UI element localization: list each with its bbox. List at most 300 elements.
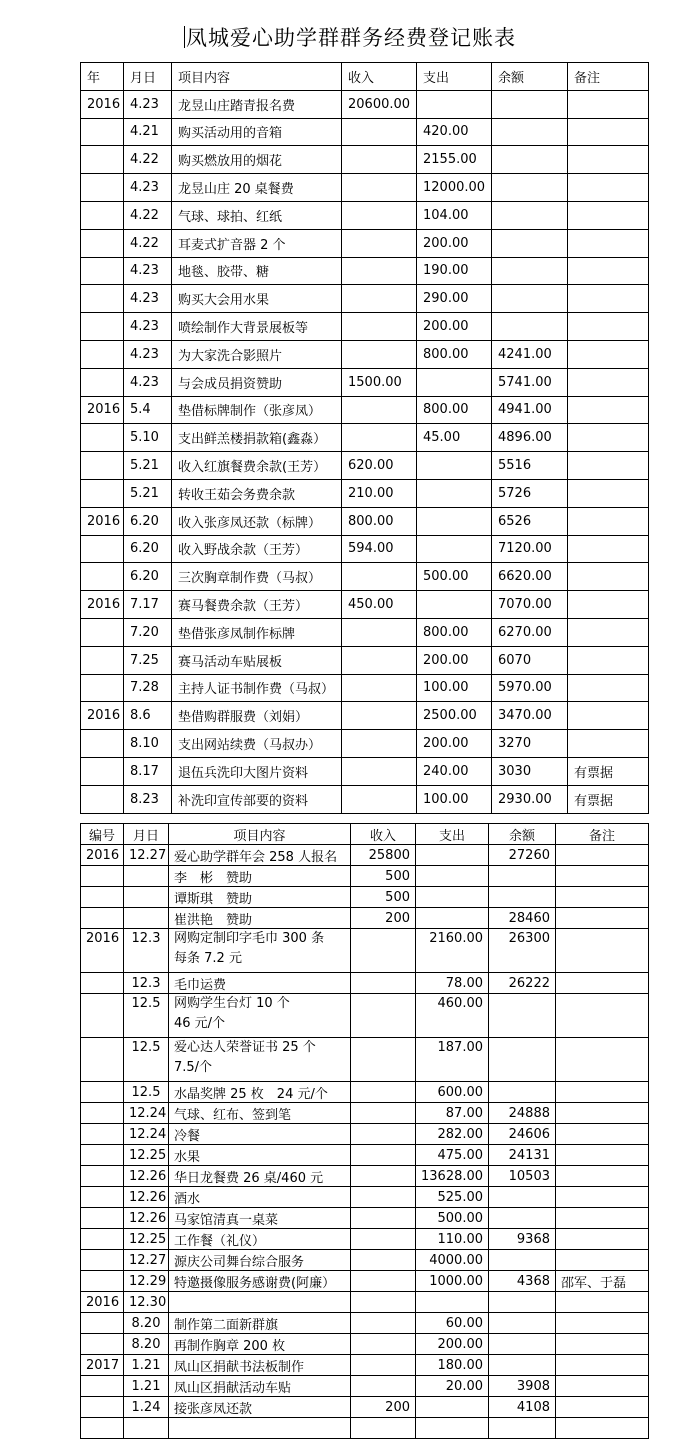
table-row	[81, 973, 649, 994]
cell-income	[351, 1376, 416, 1397]
cell-income: 200	[351, 908, 416, 929]
cell-date: 6.20	[124, 535, 172, 563]
table-row	[81, 118, 649, 146]
cell-balance: 5970.00	[492, 674, 568, 702]
cell-balance: 27260	[489, 845, 556, 866]
table-row	[81, 424, 649, 452]
cell-note	[568, 257, 649, 285]
cell-note	[568, 479, 649, 507]
table-header-row	[81, 824, 649, 845]
cell-date: 5.10	[124, 424, 172, 452]
cell-income	[351, 1250, 416, 1271]
table-row	[81, 866, 649, 887]
cell-date: 12.26	[124, 1166, 169, 1187]
cell-number	[81, 1418, 124, 1439]
cell-item: 龙昱山庄 20 桌餐费	[172, 174, 342, 202]
cell-note	[568, 563, 649, 591]
cell-expense: 2155.00	[417, 146, 492, 174]
cell-item: 赛马餐费余款（王芳）	[172, 591, 342, 619]
table-row	[81, 757, 649, 785]
table-row	[81, 563, 649, 591]
cell-note	[556, 1229, 649, 1250]
cell-income	[351, 929, 416, 973]
cell-balance	[489, 1250, 556, 1271]
cell-expense: 45.00	[417, 424, 492, 452]
table-row	[81, 452, 649, 480]
cell-income	[351, 1124, 416, 1145]
cell-date: 8.23	[124, 785, 172, 813]
table-row	[81, 674, 649, 702]
cell-year: 2016	[81, 396, 124, 424]
cell-balance	[492, 285, 568, 313]
cell-item: 马家馆清真一桌菜	[169, 1208, 351, 1229]
header-year: 年	[81, 63, 124, 91]
cell-expense: 12000.00	[417, 174, 492, 202]
cell-balance: 3470.00	[492, 702, 568, 730]
cell-date: 6.20	[124, 563, 172, 591]
table-row	[81, 1145, 649, 1166]
ledger-table-2016-annual-meeting	[80, 823, 649, 1439]
cell-balance	[489, 1187, 556, 1208]
cell-note	[568, 702, 649, 730]
header-date: 月日	[124, 63, 172, 91]
cell-income	[351, 1313, 416, 1334]
cell-expense	[416, 1292, 489, 1313]
cell-balance	[489, 866, 556, 887]
table-row	[81, 507, 649, 535]
cell-year	[81, 146, 124, 174]
cell-number	[81, 1397, 124, 1418]
cell-note	[556, 1166, 649, 1187]
table-row	[81, 730, 649, 758]
cell-expense: 500.00	[417, 563, 492, 591]
cell-item: 凤山区捐献书法板制作	[169, 1355, 351, 1376]
cell-note	[568, 452, 649, 480]
cell-date: 5.4	[124, 396, 172, 424]
cell-date: 8.10	[124, 730, 172, 758]
cell-item: 爱心达人荣誉证书 25 个 7.5/个	[169, 1038, 351, 1082]
cell-note	[556, 1397, 649, 1418]
cell-item: 主持人证书制作费（马叔）	[172, 674, 342, 702]
cell-item: 工作餐（礼仪）	[169, 1229, 351, 1250]
table-row	[81, 174, 649, 202]
cell-number	[81, 1208, 124, 1229]
table-row	[81, 285, 649, 313]
cell-number	[81, 1334, 124, 1355]
cell-number: 2016	[81, 1292, 124, 1313]
cell-number	[81, 887, 124, 908]
table-row	[81, 702, 649, 730]
cell-balance	[492, 257, 568, 285]
cell-balance	[492, 229, 568, 257]
cell-date: 6.20	[124, 507, 172, 535]
cell-number	[81, 1145, 124, 1166]
table-row	[81, 1038, 649, 1082]
cell-year	[81, 118, 124, 146]
cell-item: 退伍兵洗印大图片资料	[172, 757, 342, 785]
table-row	[81, 1418, 649, 1439]
cell-note	[556, 1418, 649, 1439]
cell-year	[81, 201, 124, 229]
cell-expense: 800.00	[417, 396, 492, 424]
cell-item: 为大家洗合影照片	[172, 340, 342, 368]
cell-income	[351, 1166, 416, 1187]
cell-note	[568, 368, 649, 396]
cell-date: 12.24	[124, 1124, 169, 1145]
cell-note	[556, 929, 649, 973]
cell-date	[124, 887, 169, 908]
cell-income: 594.00	[342, 535, 417, 563]
cell-note	[568, 424, 649, 452]
cell-date: 12.29	[124, 1271, 169, 1292]
table-row	[81, 1166, 649, 1187]
cell-income: 1500.00	[342, 368, 417, 396]
cell-balance	[492, 313, 568, 341]
cell-item: 水果	[169, 1145, 351, 1166]
cell-expense	[416, 1418, 489, 1439]
cell-balance: 5741.00	[492, 368, 568, 396]
cell-year	[81, 674, 124, 702]
cell-balance	[489, 1038, 556, 1082]
cell-item: 收入张彦凤还款（标牌）	[172, 507, 342, 535]
header-expense: 支出	[416, 824, 489, 845]
cell-expense	[417, 535, 492, 563]
cell-note	[556, 908, 649, 929]
cell-note	[556, 1355, 649, 1376]
cell-date: 12.25	[124, 1229, 169, 1250]
cell-income: 450.00	[342, 591, 417, 619]
cell-date: 12.5	[124, 1082, 169, 1103]
cell-balance	[489, 1334, 556, 1355]
cell-balance: 6620.00	[492, 563, 568, 591]
cell-balance	[489, 1418, 556, 1439]
cell-note	[556, 1334, 649, 1355]
cell-date: 5.21	[124, 452, 172, 480]
cell-note	[556, 866, 649, 887]
table-row	[81, 257, 649, 285]
cell-note	[568, 591, 649, 619]
cell-income	[342, 118, 417, 146]
cell-balance	[492, 146, 568, 174]
cell-item: 谭斯琪 赞助	[169, 887, 351, 908]
cell-item: 垫借张彦凤制作标牌	[172, 618, 342, 646]
cell-date: 4.22	[124, 229, 172, 257]
cell-balance: 4108	[489, 1397, 556, 1418]
cell-expense: 2500.00	[417, 702, 492, 730]
cell-expense: 420.00	[417, 118, 492, 146]
table-row	[81, 1334, 649, 1355]
cell-date: 1.21	[124, 1376, 169, 1397]
cell-expense: 290.00	[417, 285, 492, 313]
table-row	[81, 994, 649, 1038]
cell-income	[351, 1271, 416, 1292]
cell-expense: 100.00	[417, 674, 492, 702]
cell-expense: 240.00	[417, 757, 492, 785]
cell-item: 崔洪艳 赞助	[169, 908, 351, 929]
cell-expense: 190.00	[417, 257, 492, 285]
cell-balance: 6270.00	[492, 618, 568, 646]
cell-note	[556, 1250, 649, 1271]
cell-date: 12.26	[124, 1187, 169, 1208]
header-balance: 余额	[489, 824, 556, 845]
cell-item	[169, 1292, 351, 1313]
cell-date: 12.5	[124, 1038, 169, 1082]
cell-note	[568, 535, 649, 563]
cell-date: 4.21	[124, 118, 172, 146]
table-row	[81, 1229, 649, 1250]
cell-date: 7.25	[124, 646, 172, 674]
cell-balance: 3270	[492, 730, 568, 758]
cell-balance: 5516	[492, 452, 568, 480]
table-row	[81, 1355, 649, 1376]
cell-note	[568, 396, 649, 424]
cell-number	[81, 908, 124, 929]
cell-year: 2016	[81, 507, 124, 535]
cell-income: 500	[351, 866, 416, 887]
cell-balance: 24888	[489, 1103, 556, 1124]
cell-year	[81, 452, 124, 480]
cell-note	[568, 313, 649, 341]
cell-note	[568, 90, 649, 118]
cell-note	[568, 118, 649, 146]
cell-expense: 2160.00	[416, 929, 489, 973]
table-row	[81, 929, 649, 973]
cell-income	[351, 1145, 416, 1166]
cell-year	[81, 479, 124, 507]
table-row	[81, 1397, 649, 1418]
cell-date: 4.23	[124, 368, 172, 396]
cell-item: 垫借购群服费（刘娟）	[172, 702, 342, 730]
cell-income	[342, 730, 417, 758]
cell-note	[568, 340, 649, 368]
cell-income	[342, 146, 417, 174]
cell-item: 与会成员捐资赞助	[172, 368, 342, 396]
cell-note: 有票据	[568, 785, 649, 813]
header-income: 收入	[351, 824, 416, 845]
cell-balance	[489, 1355, 556, 1376]
cell-income	[342, 563, 417, 591]
cell-balance: 24606	[489, 1124, 556, 1145]
cell-note	[568, 146, 649, 174]
table-row	[81, 1187, 649, 1208]
cell-year	[81, 368, 124, 396]
cell-balance: 4368	[489, 1271, 556, 1292]
cell-year	[81, 563, 124, 591]
cell-expense	[416, 866, 489, 887]
cell-expense: 87.00	[416, 1103, 489, 1124]
cell-note	[556, 1038, 649, 1082]
table-row	[81, 90, 649, 118]
cell-date	[124, 908, 169, 929]
cell-year	[81, 424, 124, 452]
cell-expense: 475.00	[416, 1145, 489, 1166]
cell-note	[568, 285, 649, 313]
cell-expense: 13628.00	[416, 1166, 489, 1187]
cell-balance: 4941.00	[492, 396, 568, 424]
table-row	[81, 146, 649, 174]
cell-balance: 9368	[489, 1229, 556, 1250]
cell-note	[556, 994, 649, 1038]
cell-date: 5.21	[124, 479, 172, 507]
cell-date: 8.17	[124, 757, 172, 785]
ledger-table-2016-spring	[80, 62, 649, 814]
cell-item: 耳麦式扩音器 2 个	[172, 229, 342, 257]
cell-year	[81, 229, 124, 257]
cell-expense: 200.00	[417, 646, 492, 674]
cell-note	[568, 201, 649, 229]
cell-item: 网购学生台灯 10 个 46 元/个	[169, 994, 351, 1038]
cell-expense	[417, 452, 492, 480]
cell-note	[568, 646, 649, 674]
cell-expense	[416, 845, 489, 866]
cell-income	[351, 1187, 416, 1208]
cell-balance	[489, 994, 556, 1038]
cell-year: 2016	[81, 702, 124, 730]
header-expense: 支出	[417, 63, 492, 91]
cell-note	[556, 1376, 649, 1397]
title-text: 凤城爱心助学群群务经费登记账表	[186, 26, 516, 50]
table-row	[81, 201, 649, 229]
cell-balance: 24131	[489, 1145, 556, 1166]
cell-item: 三次胸章制作费（马叔）	[172, 563, 342, 591]
cell-date: 4.22	[124, 146, 172, 174]
cell-note	[556, 1082, 649, 1103]
cell-balance: 6070	[492, 646, 568, 674]
cell-balance: 10503	[489, 1166, 556, 1187]
header-number: 编号	[81, 824, 124, 845]
cell-balance	[492, 90, 568, 118]
cell-balance: 28460	[489, 908, 556, 929]
table-row	[81, 396, 649, 424]
cell-note	[556, 1292, 649, 1313]
header-income: 收入	[342, 63, 417, 91]
cell-expense	[417, 90, 492, 118]
cell-note	[556, 1313, 649, 1334]
cell-year: 2016	[81, 90, 124, 118]
cell-date: 7.20	[124, 618, 172, 646]
cell-date: 12.27	[124, 845, 169, 866]
cell-date: 12.25	[124, 1145, 169, 1166]
cell-date	[124, 866, 169, 887]
cell-income: 500	[351, 887, 416, 908]
cell-date: 4.23	[124, 285, 172, 313]
cell-item: 支出网站续费（马叔办）	[172, 730, 342, 758]
cell-income	[351, 1229, 416, 1250]
cell-item: 水晶奖牌 25 枚 24 元/个	[169, 1082, 351, 1103]
cell-date: 7.28	[124, 674, 172, 702]
cell-date: 12.3	[124, 929, 169, 973]
cell-note	[568, 674, 649, 702]
cell-number: 2016	[81, 845, 124, 866]
cell-date: 12.27	[124, 1250, 169, 1271]
cell-income: 800.00	[342, 507, 417, 535]
cell-balance: 4896.00	[492, 424, 568, 452]
cell-income: 620.00	[342, 452, 417, 480]
cell-income: 200	[351, 1397, 416, 1418]
cell-balance	[489, 1082, 556, 1103]
table-row	[81, 1292, 649, 1313]
cell-number	[81, 1124, 124, 1145]
cell-date: 4.23	[124, 257, 172, 285]
cell-expense: 60.00	[416, 1313, 489, 1334]
table-row	[81, 1124, 649, 1145]
cell-balance: 7070.00	[492, 591, 568, 619]
cell-note	[556, 1103, 649, 1124]
cell-income	[342, 646, 417, 674]
cell-balance: 26222	[489, 973, 556, 994]
table-row	[81, 535, 649, 563]
cell-balance: 7120.00	[492, 535, 568, 563]
cell-balance	[492, 118, 568, 146]
cell-expense: 4000.00	[416, 1250, 489, 1271]
cell-date: 8.20	[124, 1334, 169, 1355]
cell-balance: 26300	[489, 929, 556, 973]
cell-year	[81, 785, 124, 813]
cell-note	[556, 1145, 649, 1166]
cell-number	[81, 994, 124, 1038]
table-row	[81, 618, 649, 646]
cell-income	[351, 1208, 416, 1229]
cell-year	[81, 340, 124, 368]
cell-date: 12.24	[124, 1103, 169, 1124]
cell-item: 制作第二面新群旗	[169, 1313, 351, 1334]
cell-year	[81, 618, 124, 646]
table-row	[81, 313, 649, 341]
cell-note	[568, 174, 649, 202]
cell-note	[568, 507, 649, 535]
cell-item: 毛巾运费	[169, 973, 351, 994]
cell-year	[81, 174, 124, 202]
cell-expense: 800.00	[417, 340, 492, 368]
cell-expense	[417, 479, 492, 507]
cell-balance: 3030	[492, 757, 568, 785]
cell-income	[351, 1355, 416, 1376]
cell-expense: 200.00	[416, 1334, 489, 1355]
cell-expense: 200.00	[417, 730, 492, 758]
cell-date: 4.23	[124, 174, 172, 202]
cell-item: 源庆公司舞台综合服务	[169, 1250, 351, 1271]
cell-item: 转收王茹会务费余款	[172, 479, 342, 507]
cell-income	[342, 201, 417, 229]
cell-income	[342, 785, 417, 813]
cell-expense: 78.00	[416, 973, 489, 994]
cell-expense: 200.00	[417, 229, 492, 257]
cell-item: 再制作胸章 200 枚	[169, 1334, 351, 1355]
cell-income	[342, 257, 417, 285]
cell-income	[342, 618, 417, 646]
cell-item: 华日龙餐费 26 桌/460 元	[169, 1166, 351, 1187]
cell-income	[342, 702, 417, 730]
cell-date: 12.3	[124, 973, 169, 994]
cell-balance: 5726	[492, 479, 568, 507]
cell-number	[81, 1271, 124, 1292]
cell-date: 12.26	[124, 1208, 169, 1229]
cell-year	[81, 285, 124, 313]
cell-date: 12.5	[124, 994, 169, 1038]
cell-item: 爱心助学群年会 258 人报名	[169, 845, 351, 866]
cell-income	[342, 285, 417, 313]
cell-expense: 800.00	[417, 618, 492, 646]
cell-income	[342, 674, 417, 702]
cell-expense: 180.00	[416, 1355, 489, 1376]
header-balance: 余额	[492, 63, 568, 91]
header-item: 项目内容	[172, 63, 342, 91]
cell-income: 25800	[351, 845, 416, 866]
cell-expense	[416, 887, 489, 908]
cell-income	[351, 1082, 416, 1103]
cell-expense: 525.00	[416, 1187, 489, 1208]
cell-income	[351, 1292, 416, 1313]
